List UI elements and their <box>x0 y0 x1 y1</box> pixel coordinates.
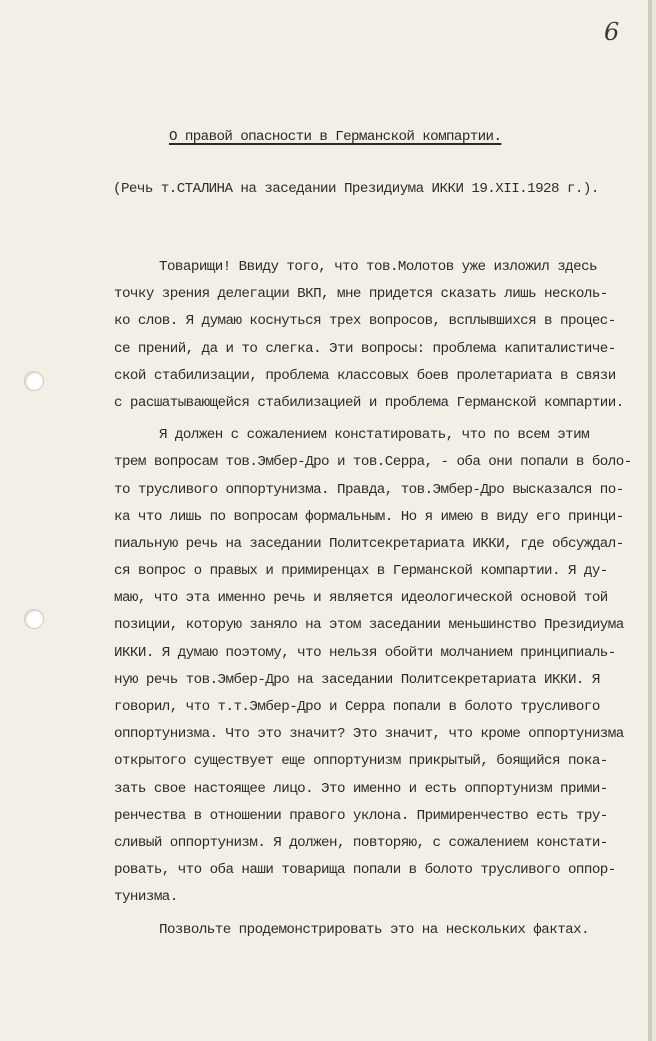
text-line: ка что лишь по вопросам формальным. Но я имею в виду его принци- <box>114 508 624 525</box>
text-line: ИККИ. Я думаю поэтому, что нельзя обойти молчанием принципиаль- <box>114 644 616 661</box>
document-subtitle: (Речь т.СТАЛИНА на заседании Президиума ИККИ 19.XII.1928 г.). <box>113 181 599 197</box>
text-line: ко слов. Я думаю коснуться трех вопросов, всплывшихся в процес- <box>114 313 616 330</box>
text-line: оппортунизма. Что это значит? Это значит, что кроме оппортунизма <box>114 726 624 743</box>
text-line: пиальную речь на заседании Политсекретариата ИККИ, где обсуждал- <box>114 535 624 552</box>
text-line: ся вопрос о правых и примиренцах в Германской компартии. Я ду- <box>114 563 608 580</box>
text-line: точку зрения делегации ВКП, мне придется сказать лишь несколь- <box>114 286 608 303</box>
text-line: се прений, да и то слегка. Эти вопросы: проблема капиталистиче- <box>114 340 616 357</box>
text-line: ской стабилизации, проблема классовых боев пролетариата в связи <box>114 367 616 384</box>
text-line: тунизма. <box>114 889 178 906</box>
text-line: ренчества в отношении правого уклона. Примиренчество есть тру- <box>114 807 608 824</box>
text-line: позиции, которую заняло на этом заседании меньшинство Президиума <box>114 617 624 634</box>
text-line: Я должен с сожалением констатировать, что по всем этим <box>159 427 590 444</box>
text-line: открытого существует еще оппортунизм прикрытый, боящийся пока- <box>114 753 608 770</box>
punch-hole-upper <box>25 372 43 390</box>
text-line: то трусливого оппортунизма. Правда, тов.Эмбер-Дро высказался по- <box>114 481 624 498</box>
text-line: сливый оппортунизм. Я должен, повторяю, с сожалением констати- <box>114 834 608 851</box>
text-line: зать свое настоящее лицо. Это именно и есть оппортунизм прими- <box>114 780 608 797</box>
text-line: трем вопросам тов.Эмбер-Дро и тов.Серра, - оба они попали в боло- <box>114 454 632 471</box>
text-line: маю, что эта именно речь и является идеологической основой той <box>114 590 608 607</box>
text-line: с расшатывающейся стабилизацией и проблема Германской компартии. <box>114 394 624 411</box>
text-line: Товарищи! Ввиду того, что тов.Молотов уже изложил здесь <box>159 259 598 275</box>
text-line: ровать, что оба наши товарища попали в болото трусливого оппор- <box>114 862 616 879</box>
text-line: говорил, что т.т.Эмбер-Дро и Серра попали в болото трусливого <box>114 699 600 715</box>
body-text <box>114 249 654 944</box>
document-title: О правой опасности в Германской компартии. <box>169 129 502 145</box>
text-line: Позвольте продемонстрировать это на нескольких фактах. <box>159 921 590 938</box>
text-line: ную речь тов.Эмбер-Дро на заседании Политсекретариата ИККИ. Я <box>114 671 600 688</box>
punch-hole-lower <box>25 610 43 628</box>
page-number: 6 <box>604 18 620 46</box>
